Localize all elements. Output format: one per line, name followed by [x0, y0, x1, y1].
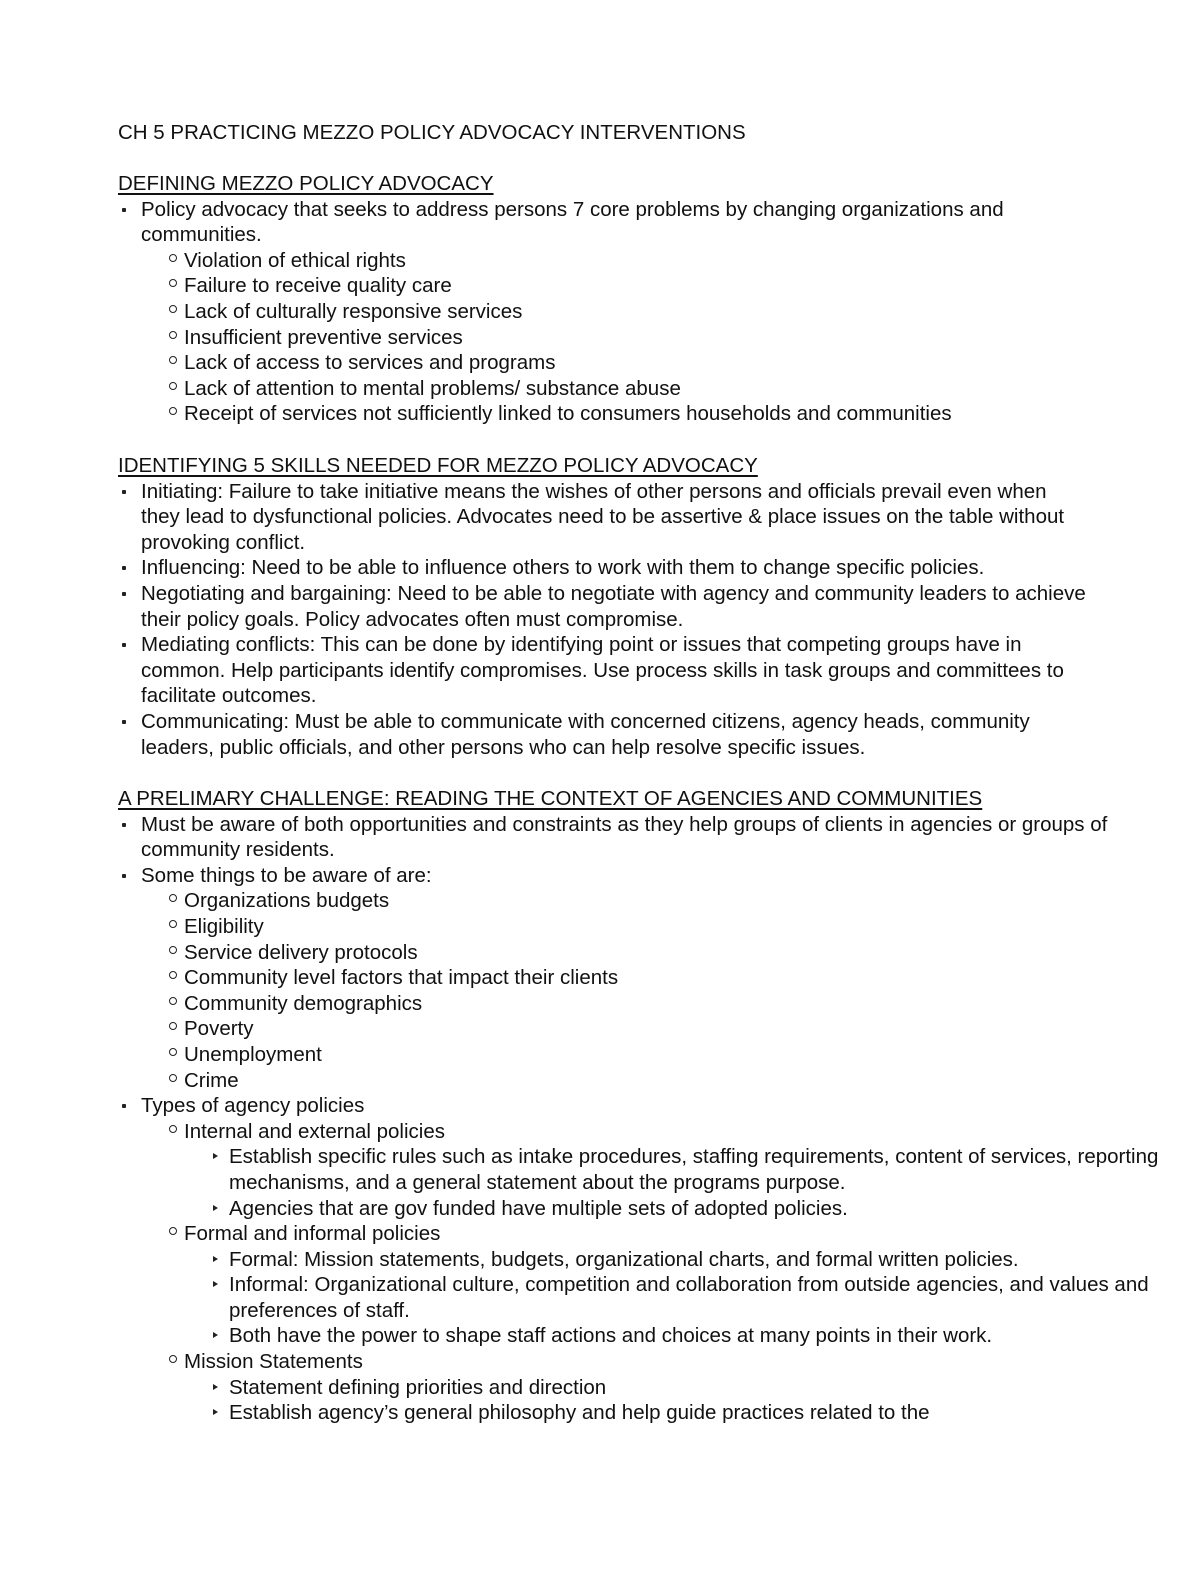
bullet-list — [118, 197, 1118, 427]
section-heading: IDENTIFYING 5 SKILLS NEEDED FOR MEZZO POLICY ADVOCACY — [118, 454, 758, 477]
list-item: Mediating conflicts: This can be done by identifying point or issues that competing groups have in common. Help participants identify compromises. Use process skills in task groups and committees to facilitate outcomes. — [141, 633, 1064, 708]
list-item: Insufficient preventive services — [184, 325, 463, 349]
section-identifying-skills — [118, 453, 1118, 760]
document-title: CH 5 PRACTICING MEZZO POLICY ADVOCACY INTERVENTIONS — [118, 121, 746, 144]
bullet-list — [118, 812, 1159, 1426]
section-heading: DEFINING MEZZO POLICY ADVOCACY — [118, 172, 494, 195]
list-item: Agencies that are gov funded have multiple sets of adopted policies. — [229, 1196, 848, 1220]
list-item: Negotiating and bargaining: Need to be able to negotiate with agency and community leaders to achieve their policy goals. Policy advocates often must compromise. — [141, 581, 1086, 631]
list-item: Initiating: Failure to take initiative means the wishes of other persons and officials prevail even when they lead to dysfunctional policies. Advocates need to be assertive & place issues on the table without provoking conflict. — [141, 479, 1065, 554]
list-item: Lack of attention to mental problems/ substance abuse — [184, 376, 681, 400]
list-item: Violation of ethical rights — [184, 248, 406, 272]
list-item: Establish agency’s general philosophy and help guide practices related to the — [229, 1401, 930, 1425]
list-item: Poverty — [184, 1017, 254, 1041]
list-item: Unemployment — [184, 1042, 322, 1066]
list-item: Some things to be aware of are: — [141, 863, 432, 887]
bullet-list — [118, 479, 1118, 761]
list-item: Policy advocacy that seeks to address persons 7 core problems by changing organizations and communities. — [141, 197, 1004, 247]
list-item: Influencing: Need to be able to influence others to work with them to change specific policies. — [141, 556, 985, 580]
list-item: Service delivery protocols — [184, 940, 418, 964]
list-item: Community level factors that impact their clients — [184, 966, 619, 990]
list-item: Must be aware of both opportunities and constraints as they help groups of clients in agencies or groups of community residents. — [141, 812, 1108, 862]
list-item: Establish specific rules such as intake procedures, staffing requirements, content of services, reporting mechanisms, and a general statement about the programs purpose. — [229, 1145, 1159, 1194]
list-item: Mission Statements — [184, 1350, 363, 1374]
list-item: Eligibility — [184, 914, 264, 938]
list-item: Lack of culturally responsive services — [184, 299, 523, 323]
list-item: Receipt of services not sufficiently linked to consumers households and communities — [184, 402, 952, 426]
list-item: Lack of access to services and programs — [184, 351, 556, 375]
list-item: Types of agency policies — [141, 1094, 365, 1118]
section-heading: A PRELIMARY CHALLENGE: READING THE CONTEXT OF AGENCIES AND COMMUNITIES — [118, 787, 983, 810]
list-item: Failure to receive quality care — [184, 274, 452, 298]
list-item: Crime — [184, 1068, 239, 1092]
list-item: Community demographics — [184, 991, 423, 1015]
list-item: Statement defining priorities and direction — [229, 1375, 607, 1399]
list-item: Formal and informal policies — [184, 1222, 441, 1246]
section-defining-mezzo — [118, 171, 1118, 427]
section-preliminary-challenge — [118, 786, 1159, 1426]
list-item: Internal and external policies — [184, 1119, 445, 1143]
list-item: Formal: Mission statements, budgets, organizational charts, and formal written policies. — [229, 1247, 1019, 1271]
list-item: Informal: Organizational culture, competition and collaboration from outside agencies, and values and preferences of staff. — [229, 1273, 1149, 1322]
list-item: Organizations budgets — [184, 889, 390, 913]
list-item: Communicating: Must be able to communicate with concerned citizens, agency heads, community leaders, public officials, and other persons who can help resolve specific issues. — [141, 709, 1030, 759]
list-item: Both have the power to shape staff actions and choices at many points in their work. — [229, 1324, 993, 1348]
